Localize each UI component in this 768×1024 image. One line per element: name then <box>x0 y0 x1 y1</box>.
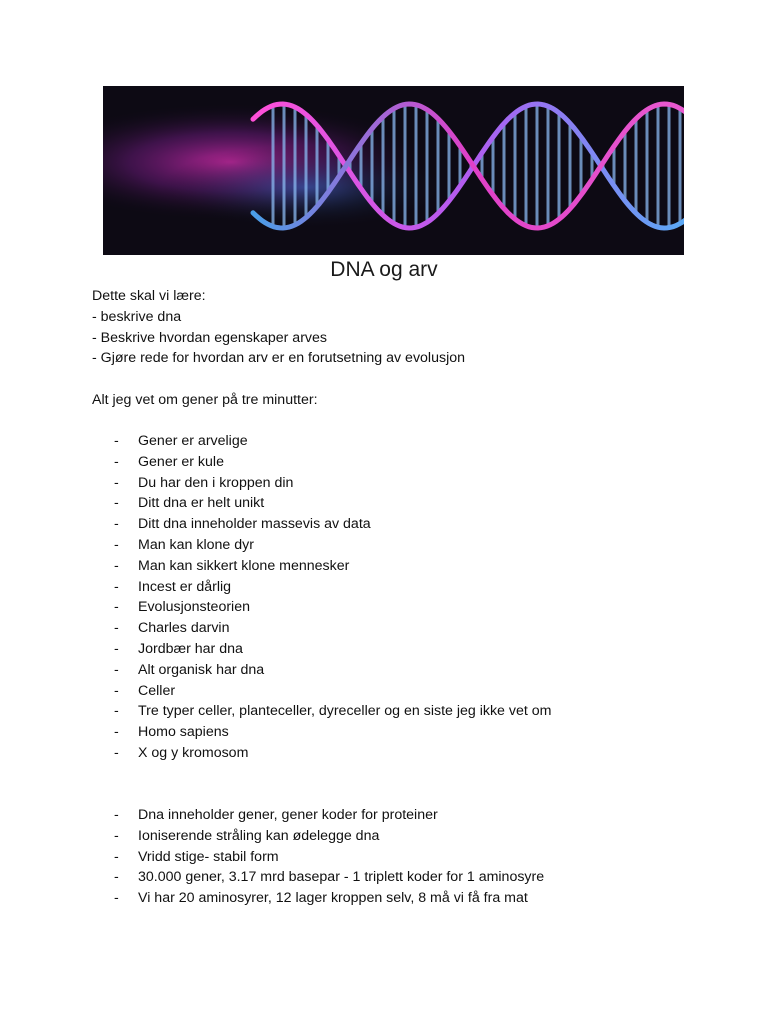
dna-facts-list <box>114 805 544 909</box>
list-bullet: - <box>114 827 119 844</box>
list-item-text: Man kan klone dyr <box>138 536 254 553</box>
list-bullet: - <box>114 661 119 678</box>
list-item <box>114 431 551 452</box>
list-bullet: - <box>114 578 119 595</box>
list-item <box>114 847 544 868</box>
list-bullet: - <box>114 724 119 741</box>
list-item-text: Dna inneholder gener, gener koder for proteiner <box>138 807 438 823</box>
list-item <box>114 660 551 681</box>
list-bullet: - <box>114 869 119 886</box>
list-item-text: 30.000 gener, 3.17 mrd basepar - 1 triplett koder for 1 aminosyre <box>138 869 545 886</box>
list-item <box>114 514 551 535</box>
list-item <box>114 597 551 618</box>
list-item <box>114 826 544 847</box>
list-item-text: Du har den i kroppen din <box>138 474 294 491</box>
list-item-text: Ditt dna inneholder massevis av data <box>138 516 371 533</box>
dna-helix-banner-image <box>103 86 684 255</box>
learning-goals-heading: Dette skal vi lære: <box>92 288 206 304</box>
list-item-text: Jordbær har dna <box>138 640 243 657</box>
section-heading: Alt jeg vet om gener på tre minutter: <box>92 392 318 408</box>
list-bullet: - <box>114 620 119 637</box>
list-item-text: Gener er kule <box>138 453 224 470</box>
list-item <box>114 805 544 826</box>
page-title: DNA og arv <box>330 258 438 281</box>
dna-helix-illustration <box>103 86 684 255</box>
list-item <box>114 556 551 577</box>
list-item-text: Alt organisk har dna <box>138 661 265 678</box>
learning-goals <box>92 286 465 369</box>
list-item <box>114 618 551 639</box>
list-item <box>114 577 551 598</box>
learning-goal-item: - Beskrive hvordan egenskaper arves <box>92 329 328 346</box>
list-item-text: Celler <box>138 682 176 699</box>
list-item <box>114 681 551 702</box>
gene-facts-list <box>114 431 551 764</box>
list-bullet: - <box>114 516 119 533</box>
list-bullet: - <box>114 682 119 699</box>
list-bullet: - <box>114 433 119 449</box>
list-item <box>114 473 551 494</box>
list-item-text: Incest er dårlig <box>138 578 232 595</box>
list-item-text: Gener er arvelige <box>138 433 248 449</box>
list-item <box>114 452 551 473</box>
list-item-text: Vridd stige- stabil form <box>138 848 279 865</box>
section-heading-block <box>92 390 318 411</box>
list-bullet: - <box>114 474 119 491</box>
learning-goal-item: - Gjøre rede for hvordan arv er en forutsetning av evolusjon <box>92 350 466 367</box>
list-item-text: Tre typer celler, planteceller, dyreceller og en siste jeg ikke vet om <box>138 703 552 720</box>
list-bullet: - <box>114 848 119 865</box>
list-item-text: Ditt dna er helt unikt <box>138 495 265 512</box>
list-bullet: - <box>114 557 119 574</box>
list-bullet: - <box>114 453 119 470</box>
list-bullet: - <box>114 807 119 823</box>
list-bullet: - <box>114 890 119 907</box>
list-item-text: Man kan sikkert klone mennesker <box>138 557 350 574</box>
list-item-text: Vi har 20 aminosyrer, 12 lager kroppen selv, 8 må vi få fra mat <box>138 890 528 907</box>
list-item <box>114 722 551 743</box>
list-item <box>114 701 551 722</box>
list-bullet: - <box>114 744 119 761</box>
list-bullet: - <box>114 495 119 512</box>
list-item <box>114 639 551 660</box>
list-bullet: - <box>114 599 119 616</box>
list-item-text: Charles darvin <box>138 620 230 637</box>
list-item <box>114 535 551 556</box>
list-item-text: Homo sapiens <box>138 724 229 741</box>
list-bullet: - <box>114 703 119 720</box>
list-item <box>114 867 544 888</box>
list-bullet: - <box>114 536 119 553</box>
list-item-text: X og y kromosom <box>138 744 249 761</box>
list-item-text: Evolusjonsteorien <box>138 599 250 616</box>
list-item <box>114 743 551 764</box>
learning-goal-item: - beskrive dna <box>92 308 182 325</box>
list-item-text: Ioniserende stråling kan ødelegge dna <box>138 827 380 844</box>
list-item <box>114 493 551 514</box>
list-bullet: - <box>114 640 119 657</box>
list-item <box>114 888 544 909</box>
